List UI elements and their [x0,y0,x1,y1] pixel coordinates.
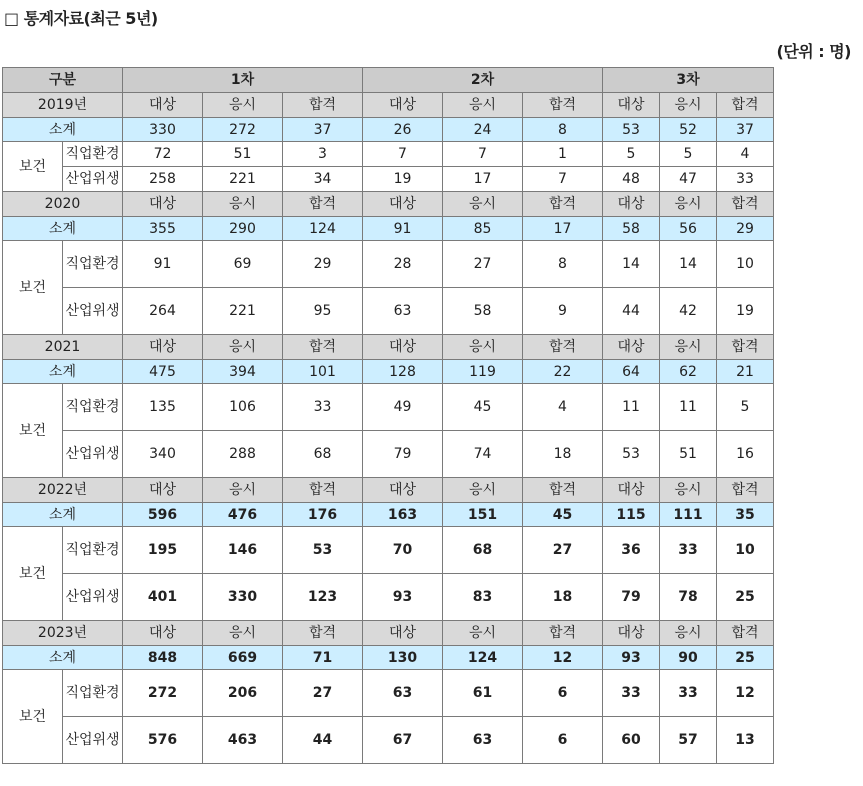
year-label: 2022년 [3,478,123,503]
column-label: 응시 [660,93,717,118]
subtotal-value: 596 [123,503,203,527]
subtotal-value: 25 [717,646,774,670]
subtotal-value: 101 [283,360,363,384]
field-value: 33 [283,384,363,431]
field-value: 51 [660,431,717,478]
column-label: 대상 [363,335,443,360]
year-label: 2023년 [3,621,123,646]
column-label: 응시 [203,621,283,646]
field-value: 34 [283,167,363,192]
column-label: 대상 [363,621,443,646]
table-row [3,431,774,478]
subtotal-value: 45 [523,503,603,527]
field-label: 직업환경 [63,527,123,574]
field-value: 63 [363,670,443,717]
field-value: 11 [603,384,660,431]
year-label: 2021 [3,335,123,360]
field-value: 7 [523,167,603,192]
field-value: 330 [203,574,283,621]
column-label: 합격 [523,93,603,118]
field-value: 1 [523,142,603,167]
subtotal-value: 91 [363,217,443,241]
column-label: 대상 [123,335,203,360]
field-value: 106 [203,384,283,431]
field-value: 49 [363,384,443,431]
field-value: 25 [717,574,774,621]
column-label: 응시 [443,93,523,118]
subtotal-value: 330 [123,118,203,142]
subtotal-value: 22 [523,360,603,384]
field-value: 9 [523,288,603,335]
column-label: 합격 [283,93,363,118]
header-round-2: 2차 [363,68,603,93]
field-value: 264 [123,288,203,335]
field-value: 135 [123,384,203,431]
subtotal-value: 124 [443,646,523,670]
subtotal-value: 17 [523,217,603,241]
column-label: 응시 [203,192,283,217]
field-value: 17 [443,167,523,192]
column-label: 응시 [660,478,717,503]
subtotal-value: 90 [660,646,717,670]
column-label: 대상 [123,621,203,646]
field-value: 33 [717,167,774,192]
column-label: 응시 [203,93,283,118]
subtotal-value: 85 [443,217,523,241]
subtotal-value: 848 [123,646,203,670]
field-value: 79 [603,574,660,621]
column-label: 응시 [443,478,523,503]
field-label: 산업위생 [63,431,123,478]
field-value: 221 [203,288,283,335]
field-value: 5 [603,142,660,167]
field-value: 5 [717,384,774,431]
field-value: 7 [443,142,523,167]
column-label: 합격 [283,335,363,360]
column-label: 합격 [523,192,603,217]
year-label: 2019년 [3,93,123,118]
subtotal-value: 111 [660,503,717,527]
field-value: 78 [660,574,717,621]
field-value: 60 [603,717,660,764]
subtotal-value: 355 [123,217,203,241]
column-label: 대상 [603,192,660,217]
column-label: 대상 [363,478,443,503]
field-label: 산업위생 [63,167,123,192]
subtotal-value: 124 [283,217,363,241]
column-label: 응시 [443,335,523,360]
column-label: 합격 [523,478,603,503]
field-value: 53 [603,431,660,478]
subtotal-value: 119 [443,360,523,384]
subtotal-value: 151 [443,503,523,527]
field-value: 5 [660,142,717,167]
field-value: 10 [717,241,774,288]
field-value: 44 [603,288,660,335]
year-row [3,192,774,217]
column-label: 합격 [717,478,774,503]
field-label: 산업위생 [63,717,123,764]
field-value: 272 [123,670,203,717]
subtotal-value: 163 [363,503,443,527]
field-value: 68 [283,431,363,478]
subtotal-value: 272 [203,118,283,142]
field-value: 48 [603,167,660,192]
table-row [3,167,774,192]
field-value: 53 [283,527,363,574]
table-row [3,142,774,167]
field-value: 69 [203,241,283,288]
field-label: 산업위생 [63,574,123,621]
field-value: 63 [363,288,443,335]
field-value: 463 [203,717,283,764]
field-label: 직업환경 [63,670,123,717]
subtotal-value: 71 [283,646,363,670]
subtotal-value: 64 [603,360,660,384]
group-label: 보건 [3,384,63,478]
column-label: 대상 [603,93,660,118]
field-value: 45 [443,384,523,431]
field-value: 7 [363,142,443,167]
subtotal-value: 12 [523,646,603,670]
column-label: 대상 [363,93,443,118]
field-value: 42 [660,288,717,335]
field-value: 91 [123,241,203,288]
subtotal-value: 52 [660,118,717,142]
field-label: 직업환경 [63,384,123,431]
column-label: 합격 [523,335,603,360]
field-value: 18 [523,574,603,621]
year-row [3,478,774,503]
field-label: 직업환경 [63,241,123,288]
field-value: 28 [363,241,443,288]
field-value: 146 [203,527,283,574]
subtotal-value: 669 [203,646,283,670]
year-label: 2020 [3,192,123,217]
subtotal-row [3,646,774,670]
column-label: 응시 [203,478,283,503]
field-value: 19 [717,288,774,335]
column-label: 합격 [283,478,363,503]
field-value: 29 [283,241,363,288]
subtotal-value: 37 [717,118,774,142]
field-value: 4 [717,142,774,167]
field-value: 206 [203,670,283,717]
column-label: 대상 [123,478,203,503]
column-label: 대상 [603,478,660,503]
subtotal-value: 62 [660,360,717,384]
field-value: 19 [363,167,443,192]
group-label: 보건 [3,142,63,192]
column-label: 대상 [123,93,203,118]
field-value: 3 [283,142,363,167]
group-label: 보건 [3,241,63,335]
subtotal-row [3,217,774,241]
field-value: 93 [363,574,443,621]
header-round-3: 3차 [603,68,774,93]
year-row [3,93,774,118]
column-label: 응시 [443,621,523,646]
column-label: 대상 [603,335,660,360]
field-value: 58 [443,288,523,335]
subtotal-value: 128 [363,360,443,384]
field-value: 288 [203,431,283,478]
statistics-table [2,67,774,764]
column-label: 응시 [443,192,523,217]
field-value: 340 [123,431,203,478]
year-row [3,621,774,646]
field-value: 4 [523,384,603,431]
subtotal-value: 53 [603,118,660,142]
subtotal-value: 394 [203,360,283,384]
field-value: 27 [283,670,363,717]
column-label: 대상 [363,192,443,217]
subtotal-value: 476 [203,503,283,527]
field-value: 33 [660,670,717,717]
year-row [3,335,774,360]
column-label: 응시 [660,192,717,217]
table-row [3,574,774,621]
field-value: 27 [443,241,523,288]
field-value: 401 [123,574,203,621]
table-row [3,717,774,764]
field-value: 10 [717,527,774,574]
column-label: 합격 [717,93,774,118]
subtotal-value: 29 [717,217,774,241]
subtotal-value: 56 [660,217,717,241]
table-row [3,670,774,717]
field-value: 79 [363,431,443,478]
field-value: 51 [203,142,283,167]
field-value: 74 [443,431,523,478]
field-value: 258 [123,167,203,192]
field-value: 57 [660,717,717,764]
subtotal-row [3,118,774,142]
field-value: 95 [283,288,363,335]
table-row [3,288,774,335]
subtotal-value: 58 [603,217,660,241]
subtotal-label: 소계 [3,503,123,527]
subtotal-label: 소계 [3,118,123,142]
group-label: 보건 [3,527,63,621]
column-label: 대상 [123,192,203,217]
field-value: 18 [523,431,603,478]
field-value: 63 [443,717,523,764]
subtotal-value: 26 [363,118,443,142]
subtotal-value: 290 [203,217,283,241]
field-value: 6 [523,717,603,764]
subtotal-label: 소계 [3,646,123,670]
table-row [3,527,774,574]
subtotal-row [3,360,774,384]
field-value: 12 [717,670,774,717]
field-value: 8 [523,241,603,288]
field-value: 123 [283,574,363,621]
column-label: 합격 [283,621,363,646]
field-value: 14 [603,241,660,288]
field-value: 33 [660,527,717,574]
field-value: 14 [660,241,717,288]
field-value: 83 [443,574,523,621]
subtotal-value: 8 [523,118,603,142]
table-row [3,384,774,431]
column-label: 합격 [523,621,603,646]
field-value: 221 [203,167,283,192]
field-value: 16 [717,431,774,478]
subtotal-value: 21 [717,360,774,384]
field-label: 직업환경 [63,142,123,167]
subtotal-value: 176 [283,503,363,527]
field-value: 72 [123,142,203,167]
field-value: 33 [603,670,660,717]
column-label: 합격 [283,192,363,217]
header-round-1: 1차 [123,68,363,93]
header-category: 구분 [3,68,123,93]
subtotal-value: 93 [603,646,660,670]
page-title: □ 통계자료(최근 5년) [4,9,158,28]
field-value: 13 [717,717,774,764]
unit-label: (단위 : 명) [776,42,851,61]
field-value: 27 [523,527,603,574]
field-value: 44 [283,717,363,764]
subtotal-label: 소계 [3,360,123,384]
group-label: 보건 [3,670,63,764]
field-value: 6 [523,670,603,717]
column-label: 합격 [717,335,774,360]
column-label: 대상 [603,621,660,646]
column-label: 응시 [660,621,717,646]
field-value: 195 [123,527,203,574]
table-row [3,241,774,288]
column-label: 합격 [717,621,774,646]
column-label: 합격 [717,192,774,217]
subtotal-value: 130 [363,646,443,670]
field-value: 68 [443,527,523,574]
header-row [3,68,774,93]
column-label: 응시 [203,335,283,360]
field-label: 산업위생 [63,288,123,335]
subtotal-value: 24 [443,118,523,142]
subtotal-row [3,503,774,527]
field-value: 11 [660,384,717,431]
field-value: 67 [363,717,443,764]
column-label: 응시 [660,335,717,360]
subtotal-value: 37 [283,118,363,142]
field-value: 61 [443,670,523,717]
subtotal-value: 115 [603,503,660,527]
field-value: 47 [660,167,717,192]
field-value: 36 [603,527,660,574]
subtotal-label: 소계 [3,217,123,241]
field-value: 576 [123,717,203,764]
field-value: 70 [363,527,443,574]
subtotal-value: 35 [717,503,774,527]
subtotal-value: 475 [123,360,203,384]
